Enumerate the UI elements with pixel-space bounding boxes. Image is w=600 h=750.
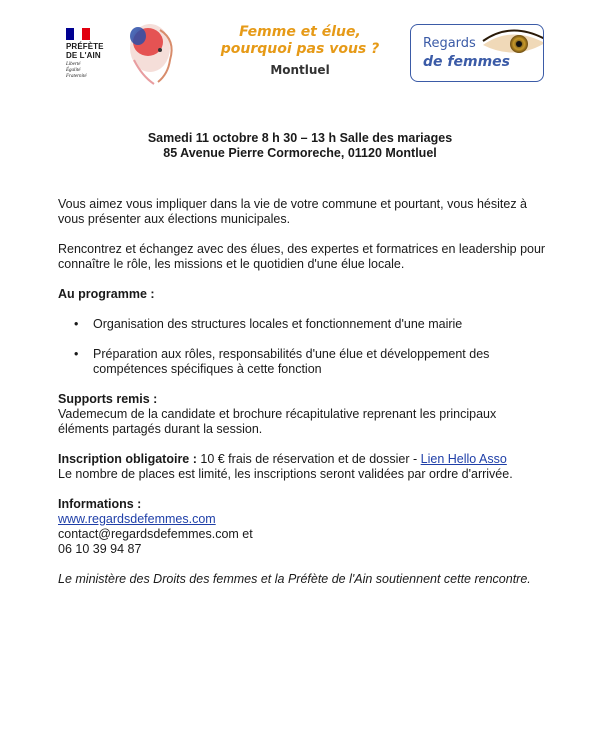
prefet-motto [66,62,126,80]
inscription-note: Le nombre de places est limité, les inscriptions seront validées par ordre d'arrivée. [58,467,513,481]
event-address-line: 85 Avenue Pierre Cormoreche, 01120 Montluel [163,146,437,160]
motto-line-1: Liberté [66,62,81,67]
prefet-title-line-2: DE L'AIN [66,51,101,60]
hello-asso-link[interactable]: Lien Hello Asso [420,452,507,466]
woman-portrait-icon [124,20,188,90]
regards-de-femmes-logo [410,24,544,82]
event-details [60,131,540,161]
program-item-text: Préparation aux rôles, responsabilités d'une élue et développement des compétences spécifiques à cette fonction [93,347,490,376]
supports-text: Vademecum de la candidate et brochure récapitulative reprenant les principaux éléments partagés durant la session. [58,407,497,436]
flag-white [74,28,82,40]
closing-statement: Le ministère des Droits des femmes et la Préfète de l'Ain soutiennent cette rencontre. [58,572,531,586]
bullet-icon: • [74,347,79,361]
phone-line: 06 10 39 94 87 [58,542,142,556]
motto-line-2: Égalité [66,68,81,73]
bullet-icon: • [74,317,79,331]
motto-line-3: Fraternité [66,74,87,79]
website-link[interactable]: www.regardsdefemmes.com [58,512,216,526]
event-title [210,24,390,78]
informations-heading: Informations : [58,497,142,511]
logo-text-de-femmes: de femmes [423,54,510,70]
prefet-logo [62,28,122,88]
event-date-line: Samedi 11 octobre 8 h 30 – 13 h Salle des mariages [147,131,453,145]
supports-heading: Supports remis : [58,392,158,406]
program-list [58,317,548,377]
program-item [58,347,548,377]
inscription-text: 10 € frais de réservation et de dossier - [196,452,421,466]
flyer-body [58,197,548,587]
program-heading: Au programme : [58,287,155,301]
logo-text-regards: Regards [423,36,476,51]
email-line: contact@regardsdefemmes.com et [58,527,253,541]
inscription-line [58,452,548,467]
program-item [58,317,548,332]
french-flag-icon [66,28,90,40]
inscription-heading: Inscription obligatoire : [58,452,197,466]
program-item-text: Organisation des structures locales et fonctionnement d'une mairie [93,317,463,331]
title-city: Montluel [270,63,330,77]
prefet-title-line-1: PRÉFÈTE [66,42,104,51]
title-line-1: Femme et élue, [239,24,361,40]
meet-paragraph: Rencontrez et échangez avec des élues, des expertes et formatrices en leadership pour connaître le rôle, les missions et le quotidien d'une élue locale. [58,242,546,271]
flag-blue [66,28,74,40]
flag-red [82,28,90,40]
intro-paragraph: Vous aimez vous impliquer dans la vie de votre commune et pourtant, vous hésitez à vous présenter aux élections municipales. [58,197,528,226]
title-line-2: pourquoi pas vous ? [220,41,380,57]
